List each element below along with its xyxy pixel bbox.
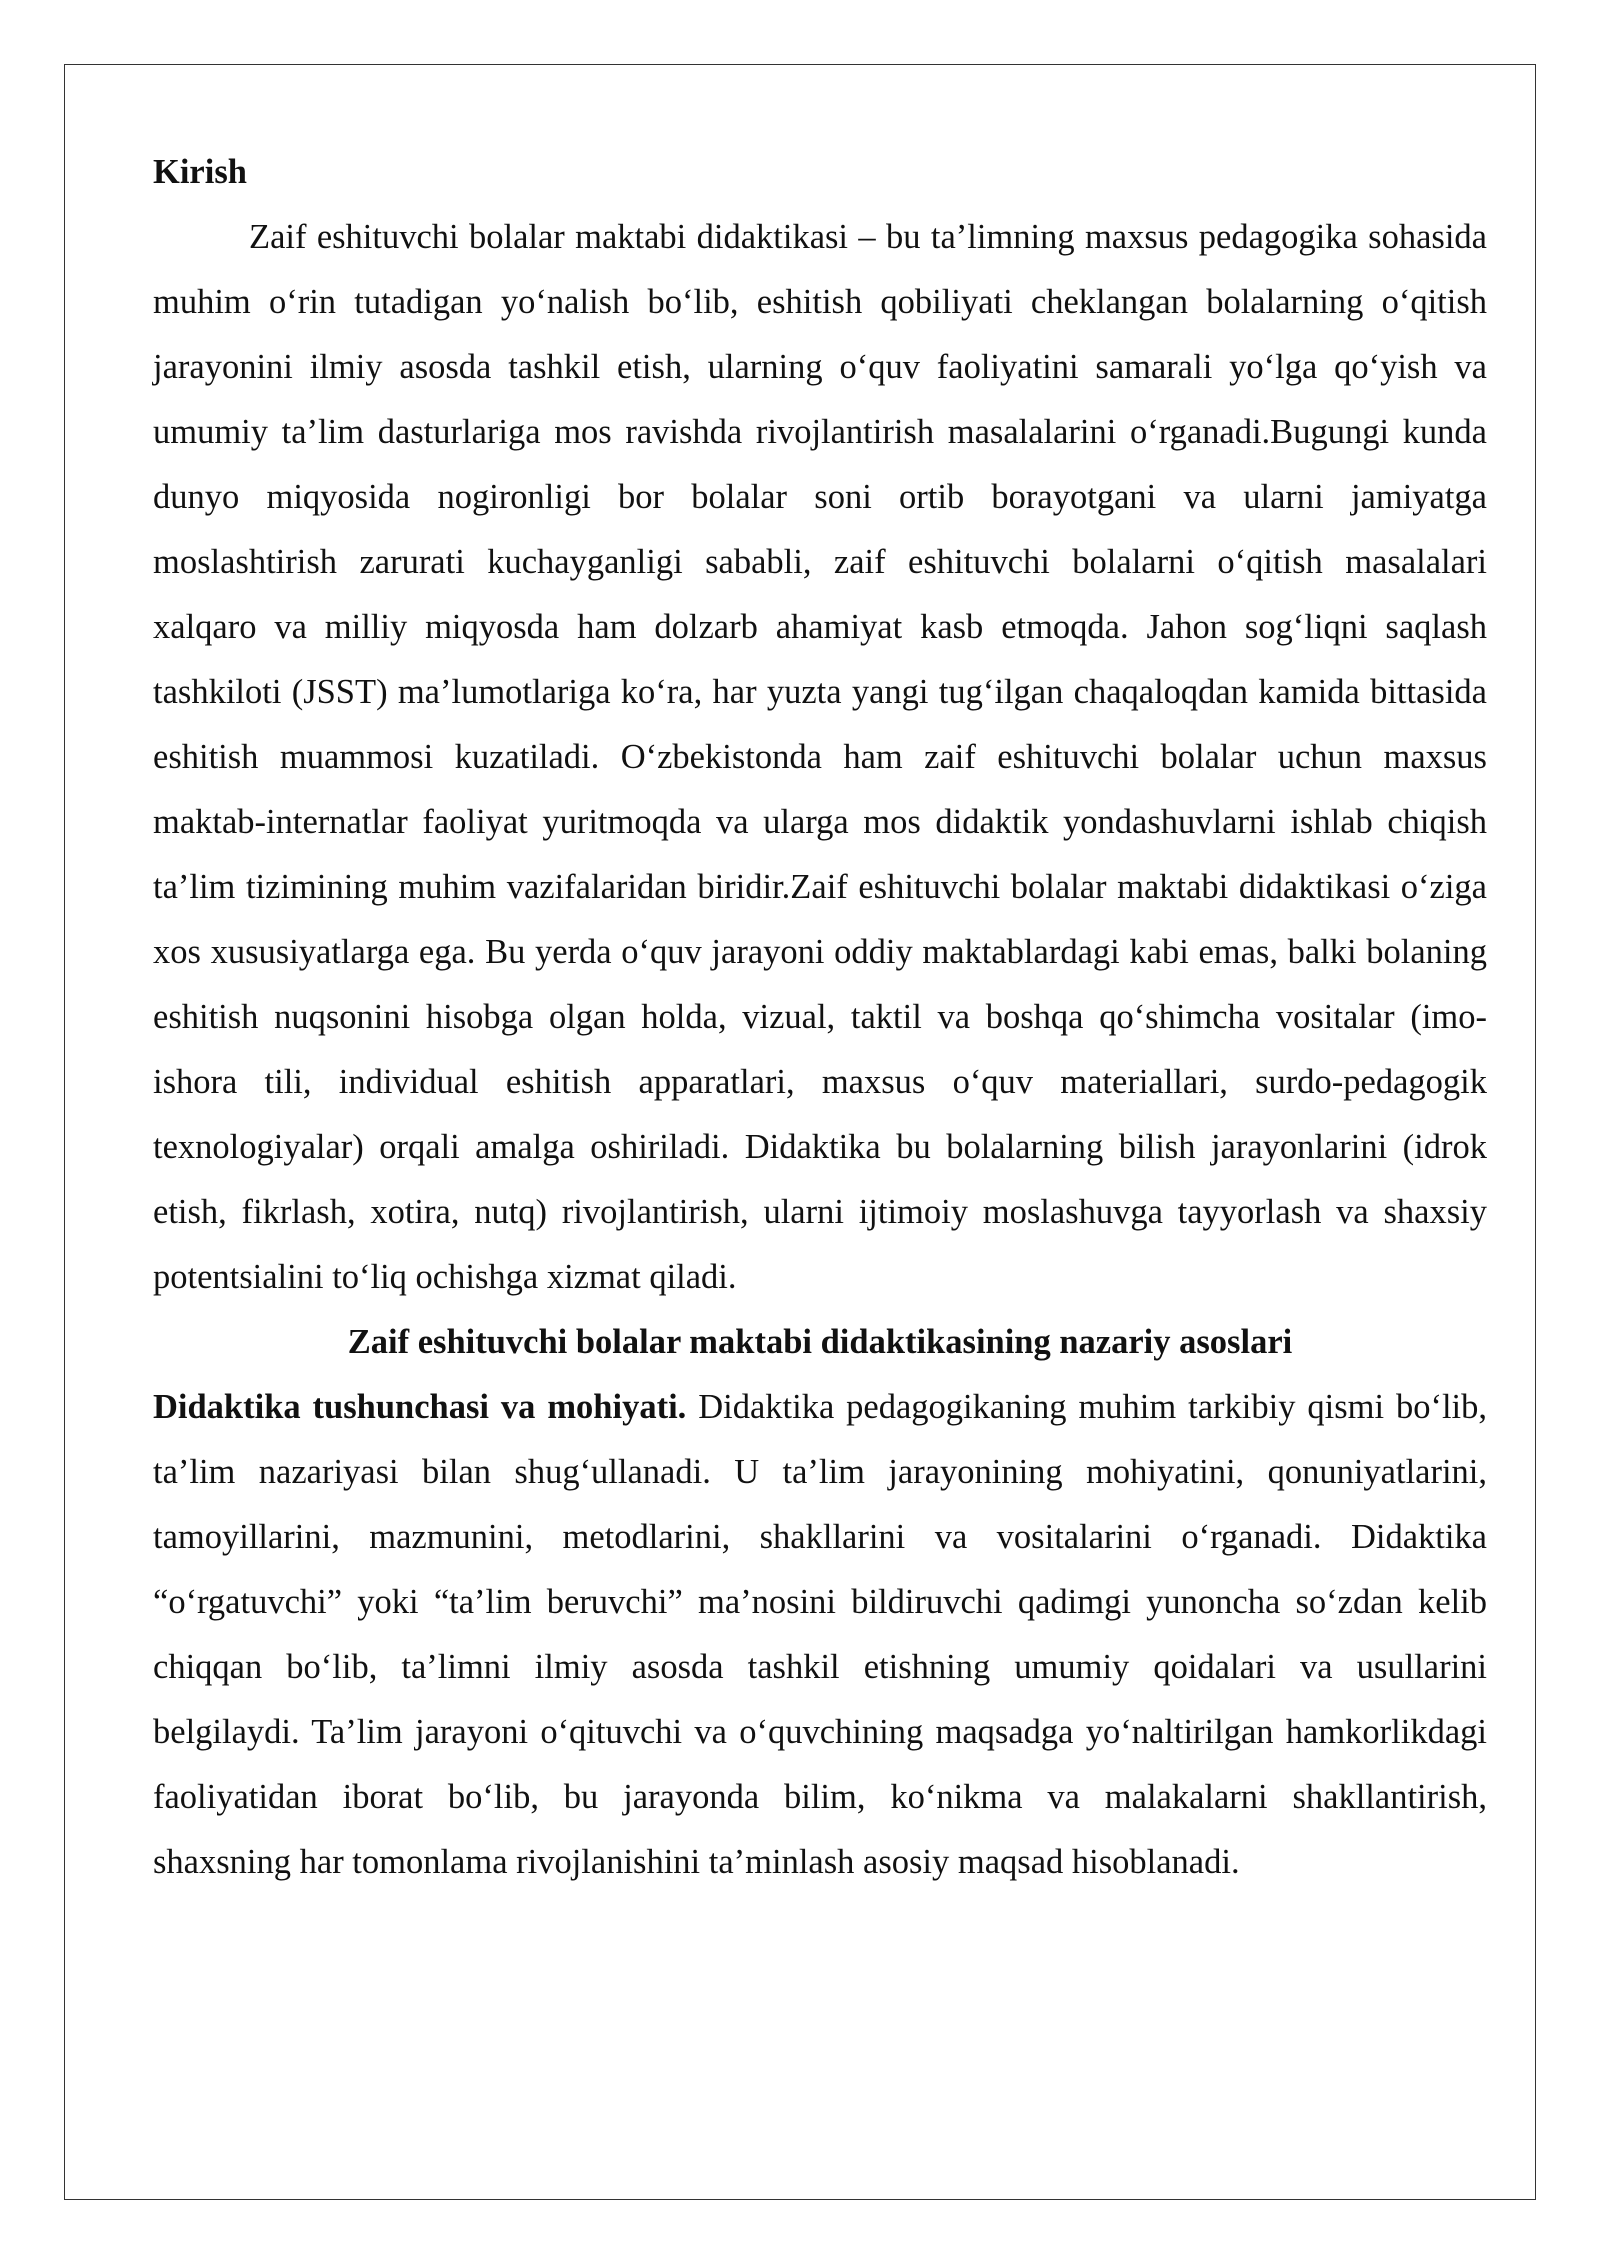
theory-section-heading: Zaif eshituvchi bolalar maktabi didaktikasining nazariy asoslari [347,1323,1293,1361]
intro-paragraph: Zaif eshituvchi bolalar maktabi didaktikasi – bu ta’limning maxsus pedagogika sohasida muhim o‘rin tutadigan yo‘nalish bo‘lib, eshitish qobiliyati cheklangan bolalarning o‘qitish jarayonini ilmiy asosda tashkil etish, ularning o‘quv faoliyatini samarali yo‘lga qo‘yish va umumiy ta’lim dasturlariga mos ravishda rivojlantirish masalalarini o‘rganadi.Bugungi kunda dunyo miqyosida nogironligi bor bolalar soni ortib borayotgani va ularni jamiyatga moslashtirish zarurati kuchayganligi sababli, zaif eshituvchi bolalarni o‘qitish masalalari xalqaro va milliy miqyosda ham dolzarb ahamiyat kasb etmoqda. Jahon sog‘liqni saqlash tashkiloti (JSST) ma’lumotlariga ko‘ra, har yuzta yangi tug‘ilgan chaqaloqdan kamida bittasida eshitish muammosi kuzatiladi. O‘zbekistonda ham zaif eshituvchi bolalar uchun maxsus maktab-internatlar faoliyat yuritmoqda va ularga mos didaktik yondashuvlarni ishlab chiqish ta’lim tizimining muhim vazifalaridan biridir.Zaif eshituvchi bolalar maktabi didaktikasi o‘ziga xos xususiyatlarga ega. Bu yerda o‘quv jarayoni oddiy maktablardagi kabi emas, balki bolaning eshitish nuqsonini hisobga olgan holda, vizual, taktil va boshqa qo‘shimcha vositalar (imo-ishora tili, individual eshitish apparatlari, maxsus o‘quv materiallari, surdo-pedagogik texnologiyalar) orqali amalga oshiriladi. Didaktika bu bolalarning bilish jarayonlarini (idrok etish, fikrlash, xotira, nutq) rivojlantirish, ularni ijtimoiy moslashuvga tayyorlash va shaxsiy potentsialini to‘liq ochishga xizmat qiladi. [153,218,1487,1296]
document-body [153,140,1487,1895]
didactics-body-text: Didaktika pedagogikaning muhim tarkibiy qismi bo‘lib, ta’lim nazariyasi bilan shug‘ullanadi. U ta’lim jarayonining mohiyatini, qonuniyatlarini, tamoyillarini, mazmunini, metodlarini, shakllarini va vositalarini o‘rganadi. Didaktika “o‘rgatuvchi” yoki “ta’lim beruvchi” ma’nosini bildiruvchi qadimgi yunoncha so‘zdan kelib chiqqan bo‘lib, ta’limni ilmiy asosda tashkil etishning umumiy qoidalari va usullarini belgilaydi. Ta’lim jarayoni o‘qituvchi va o‘quvchining maqsadga yo‘naltirilgan hamkorlikdagi faoliyatidan iborat bo‘lib, bu jarayonda bilim, ko‘nikma va malakalarni shakllantirish, shaxsning har tomonlama rivojlanishini ta’minlash asosiy maqsad hisoblanadi. [153,1388,1488,1881]
didactics-paragraph [153,1375,1487,1895]
section-heading-kirish: Kirish [153,153,247,191]
didactics-lead-text: Didaktika tushunchasi va mohiyati. [153,1388,687,1426]
